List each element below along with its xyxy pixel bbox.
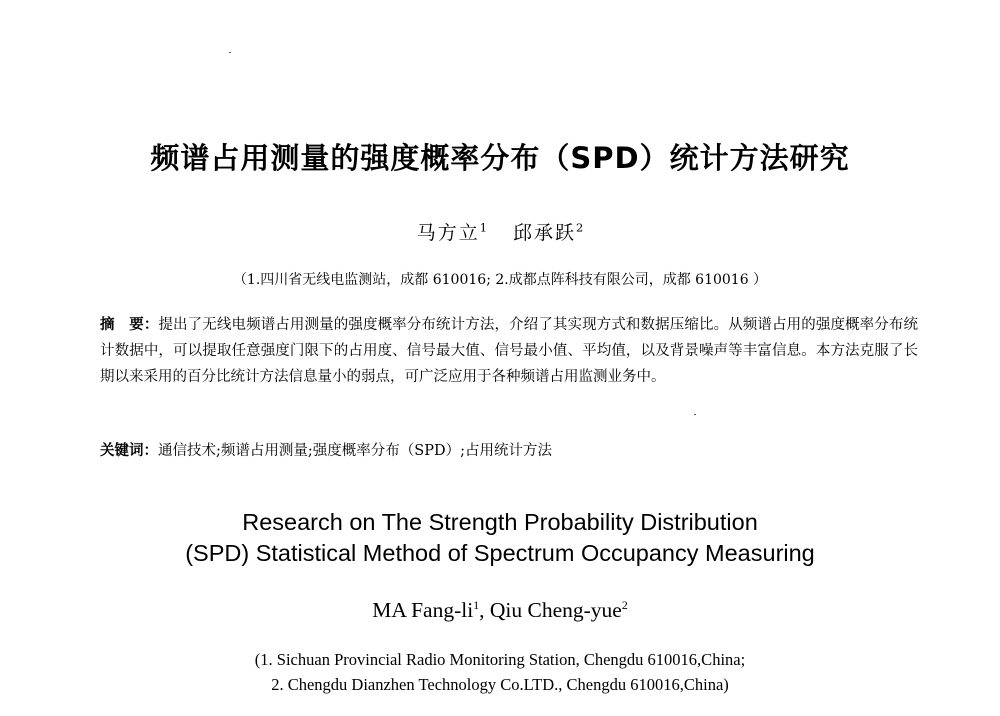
affiliation-english bbox=[0, 647, 1000, 697]
authors-chinese bbox=[0, 218, 1000, 245]
author-affiliation-mark: 2 bbox=[576, 220, 584, 235]
affiliation-line: 2. Chengdu Dianzhen Technology Co.LTD., Chengdu 610016,China) bbox=[271, 675, 729, 694]
authors-english bbox=[0, 598, 1000, 623]
author-affiliation-mark: 1 bbox=[479, 220, 487, 235]
author-name: 邱承跃 bbox=[513, 222, 577, 244]
author-name: 马方立 bbox=[416, 222, 480, 244]
keywords-label: 关键词： bbox=[100, 443, 158, 459]
title-line: Research on The Strength Probability Distribution bbox=[242, 509, 758, 535]
scan-speck bbox=[229, 52, 231, 53]
abstract-label: 摘 要： bbox=[100, 317, 159, 333]
author-name: Qiu Cheng-yue bbox=[489, 598, 622, 622]
author-affiliation-mark: 2 bbox=[621, 597, 628, 612]
title-line: (SPD) Statistical Method of Spectrum Occupancy Measuring bbox=[185, 540, 815, 566]
author-separator: , bbox=[479, 598, 490, 622]
affiliation-chinese: （1.四川省无线电监测站，成都 610016; 2.成都点阵科技有限公司，成都 610016 ） bbox=[232, 272, 768, 288]
affiliation-line: (1. Sichuan Provincial Radio Monitoring Station, Chengdu 610016,China; bbox=[254, 650, 746, 669]
page-title-english bbox=[0, 507, 1000, 569]
author-name: MA Fang-li bbox=[372, 598, 474, 622]
keywords-text: 通信技术;频谱占用测量;强度概率分布（SPD）;占用统计方法 bbox=[158, 443, 552, 459]
abstract-text: 提出了无线电频谱占用测量的强度概率分布统计方法，介绍了其实现方式和数据压缩比。从频谱占用的强度概率分布统计数据中，可以提取任意强度门限下的占用度、信号最大值、信号最小值、平均值，以及背景噪声等丰富信息。本方法克服了长期以来采用的百分比统计方法信息量小的弱点，可广泛应用于各种频谱占用监测业务中。 bbox=[100, 317, 918, 385]
abstract-chinese bbox=[100, 312, 918, 390]
scan-speck bbox=[694, 414, 696, 415]
page-title-chinese: 频谱占用测量的强度概率分布（SPD）统计方法研究 bbox=[150, 141, 850, 175]
keywords-chinese bbox=[100, 438, 918, 464]
author-affiliation-mark: 1 bbox=[473, 597, 480, 612]
